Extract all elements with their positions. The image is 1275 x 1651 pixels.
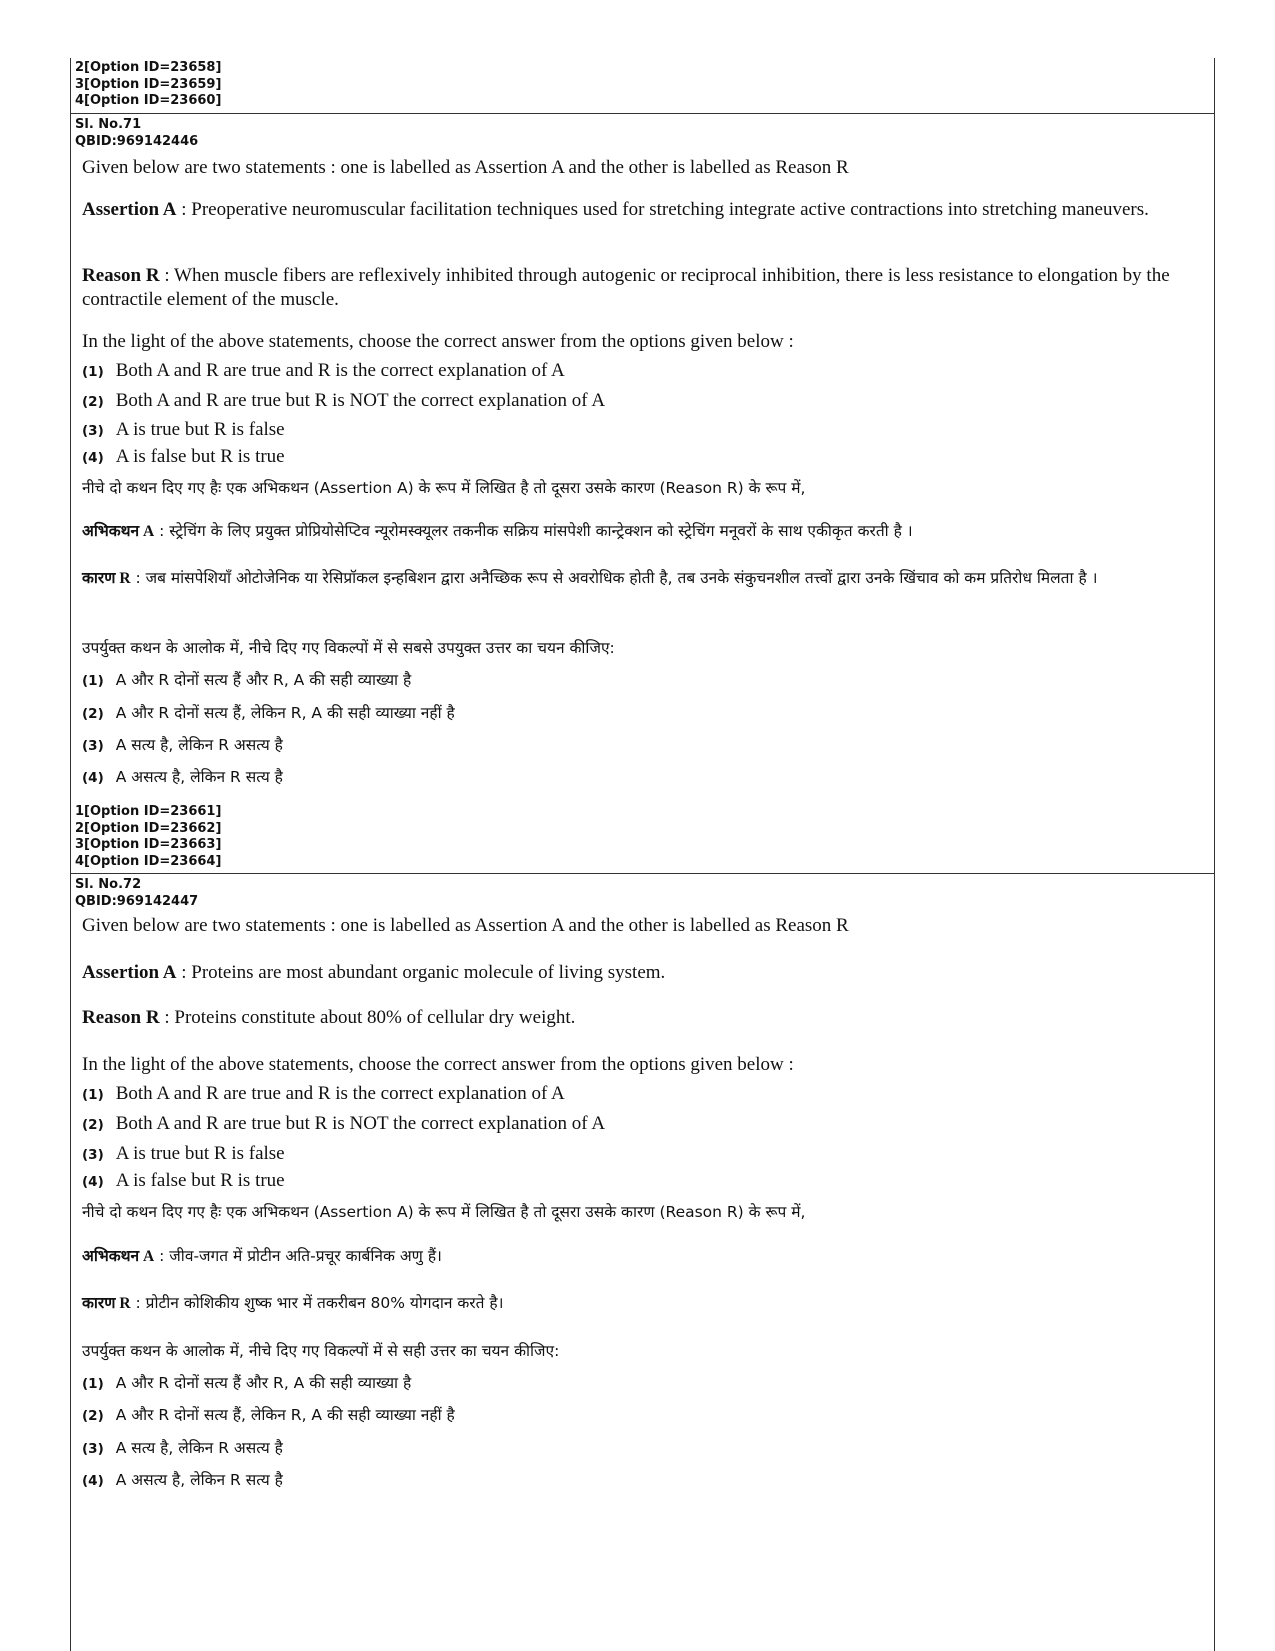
serial-number: Sl. No.72 [75,877,142,892]
qbid: QBID:969142446 [75,133,199,149]
assertion-en [82,961,1195,985]
option-id-list-71 [75,804,221,870]
option-text: A और R दोनों सत्य हैं, लेकिन R, A की सही व्याख्या नहीं है [115,1406,455,1424]
option-id: 2[Option ID=23662] [75,820,222,836]
option-text: A असत्य है, लेकिन R सत्य है [115,768,283,786]
option-hi [82,668,411,690]
question-header-72 [75,877,198,910]
option-text: A सत्य है, लेकिन R असत्य है [115,736,283,754]
prompt-en: In the light of the above statements, choose the correct answer from the options given below : [82,331,794,352]
option-number: (2) [82,1408,104,1424]
assertion-text: : Proteins are most abundant organic molecule of living system. [176,962,666,983]
option-text: Both A and R are true and R is the correct explanation of A [115,360,565,381]
reason-label: Reason R [82,1007,160,1028]
reason-en [82,264,1195,312]
reason-text: : प्रोटीन कोशिकीय शुष्क भार में तकरीबन 80% योगदान करते है। [130,1294,504,1312]
option-hi [82,1468,283,1490]
assertion-en [82,198,1195,222]
reason-hi [82,1292,1195,1315]
option-text: A और R दोनों सत्य हैं, लेकिन R, A की सही व्याख्या नहीं है [115,704,455,722]
option-en [82,446,285,468]
option-en [82,360,565,382]
qbid: QBID:969142447 [75,893,199,909]
option-id: 3[Option ID=23659] [75,76,222,92]
serial-number: Sl. No.71 [75,117,142,132]
option-text: A और R दोनों सत्य हैं और R, A की सही व्याख्या है [115,1374,412,1392]
option-number: (3) [82,423,104,439]
assertion-text: : जीव-जगत में प्रोटीन अति-प्रचूर कार्बनिक अणु हैं। [154,1247,442,1265]
option-text: A और R दोनों सत्य हैं और R, A की सही व्याख्या है [115,671,412,689]
assertion-hi [82,520,1195,543]
assertion-hi [82,1245,1195,1268]
reason-label: कारण R [82,1295,131,1312]
option-en [82,419,285,441]
option-number: (2) [82,706,104,722]
option-en [82,1143,285,1165]
option-id: 1[Option ID=23661] [75,804,222,819]
option-text: Both A and R are true but R is NOT the correct explanation of A [115,390,606,411]
prompt-hi: उपर्युक्त कथन के आलोक में, नीचे दिए गए विकल्पों में से सही उत्तर का चयन कीजिए: [82,1342,560,1360]
option-hi [82,733,283,755]
option-text: Both A and R are true but R is NOT the correct explanation of A [115,1113,606,1134]
option-hi [82,1436,283,1458]
reason-label: Reason R [82,265,160,286]
option-en [82,390,605,412]
option-number: (2) [82,394,104,410]
reason-en [82,1006,1195,1030]
option-number: (1) [82,364,104,380]
option-number: (2) [82,1117,104,1133]
option-id: 4[Option ID=23664] [75,853,222,869]
question-header-71 [75,117,198,150]
option-number: (3) [82,1441,104,1457]
option-number: (1) [82,1376,104,1392]
intro-hi: नीचे दो कथन दिए गए हैः एक अभिकथन (Assertion A) के रूप में लिखित है तो दूसरा उसके कारण (Reason R) के रूप में, [82,1203,806,1221]
reason-hi [82,567,1195,590]
option-number: (1) [82,1087,104,1103]
option-id: 4[Option ID=23660] [75,93,222,108]
option-id: 3[Option ID=23663] [75,837,222,852]
reason-label: कारण R [82,570,131,587]
assertion-text: : Preoperative neuromuscular facilitation techniques used for stretching integrate active contractions into stretching maneuvers. [176,199,1149,220]
intro-hi: नीचे दो कथन दिए गए हैः एक अभिकथन (Assertion A) के रूप में लिखित है तो दूसरा उसके कारण (Reason R) के रूप में, [82,479,806,497]
reason-text: : Proteins constitute about 80% of cellular dry weight. [159,1007,576,1028]
assertion-label: Assertion A [82,199,177,220]
option-text: Both A and R are true and R is the correct explanation of A [115,1083,565,1104]
option-number: (4) [82,450,104,466]
option-hi [82,1371,411,1393]
option-id: 2[Option ID=23658] [75,60,222,75]
reason-text: : जब मांसपेशियाँ ओटोजेनिक या रेसिप्रॉकल इन्हबिशन द्वारा अनैच्छिक रूप से अवरोधिक होती है, तब उनके संकुचनशील तत्त्वों द्वारा उनके खिंचाव को कम प्रतिरोध मिलता है । [130,569,1098,587]
intro-en: Given below are two statements : one is labelled as Assertion A and the other is labelled as Reason R [82,157,849,178]
assertion-label: अभिकथन A [82,523,155,540]
prompt-hi: उपर्युक्त कथन के आलोक में, नीचे दिए गए विकल्पों में से सबसे उपयुक्त उत्तर का चयन कीजिए: [82,639,615,657]
option-hi [82,701,455,723]
option-number: (4) [82,770,104,786]
option-text: A is false but R is true [115,446,285,467]
option-number: (4) [82,1174,104,1190]
option-en [82,1113,605,1135]
option-text: A is false but R is true [115,1170,285,1191]
option-hi [82,1403,455,1425]
option-id-list-top [75,60,221,110]
intro-en: Given below are two statements : one is labelled as Assertion A and the other is labelled as Reason R [82,915,849,936]
assertion-label: Assertion A [82,962,177,983]
option-number: (3) [82,738,104,754]
reason-text: : When muscle fibers are reflexively inhibited through autogenic or reciprocal inhibition, there is less resistance to elongation by the contractile element of the muscle. [82,265,1170,310]
assertion-text: : स्ट्रेचिंग के लिए प्रयुक्त प्रोप्रियोसेप्टिव न्यूरोमस्क्यूलर तकनीक सक्रिय मांसपेशी कान्ट्रेक्शन को स्ट्रेचिंग मनूवरों के साथ एकीकृत करती है । [154,522,913,540]
option-text: A is true but R is false [115,419,285,440]
option-text: A असत्य है, लेकिन R सत्य है [115,1471,283,1489]
option-text: A is true but R is false [115,1143,285,1164]
option-hi [82,765,283,787]
option-en [82,1083,565,1105]
prompt-en: In the light of the above statements, choose the correct answer from the options given below : [82,1054,794,1075]
option-en [82,1170,285,1192]
option-number: (1) [82,673,104,689]
assertion-label: अभिकथन A [82,1248,155,1265]
divider [70,113,1215,114]
option-text: A सत्य है, लेकिन R असत्य है [115,1439,283,1457]
option-number: (3) [82,1147,104,1163]
divider [70,873,1215,874]
option-number: (4) [82,1473,104,1489]
